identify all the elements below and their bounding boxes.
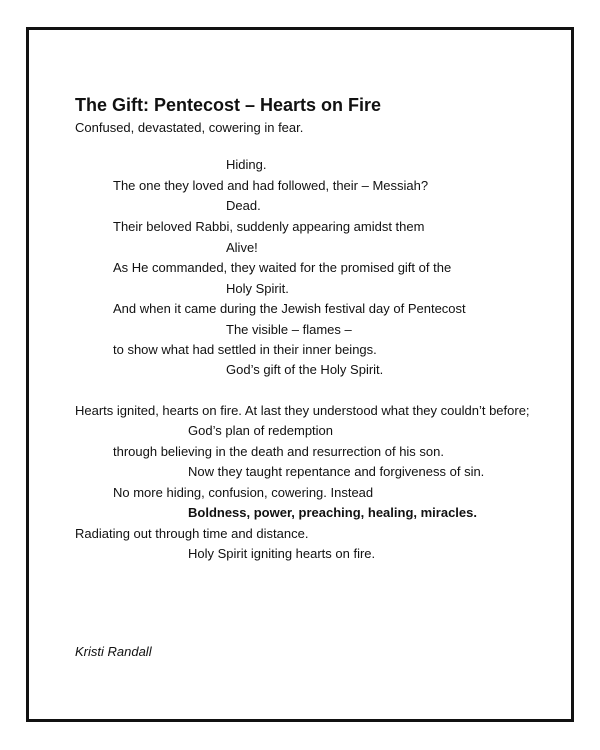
poem-line: through believing in the death and resurrection of his son. bbox=[113, 444, 444, 459]
poem-line: Their beloved Rabbi, suddenly appearing amidst them bbox=[113, 219, 425, 234]
poem-title: The Gift: Pentecost – Hearts on Fire bbox=[75, 95, 382, 115]
poem-line: Now they taught repentance and forgiveness of sin. bbox=[188, 464, 485, 479]
poem-line: And when it came during the Jewish festival day of Pentecost bbox=[113, 301, 466, 316]
author-name: Kristi Randall bbox=[75, 644, 152, 659]
poem-line: Hearts ignited, hearts on fire. At last they understood what they couldn’t before; bbox=[75, 403, 530, 418]
poem-line: Alive! bbox=[226, 240, 258, 255]
poem-line: Holy Spirit igniting hearts on fire. bbox=[188, 546, 376, 561]
poem-line: God’s plan of redemption bbox=[188, 423, 334, 438]
poem-line: Dead. bbox=[226, 198, 261, 213]
poem-line: Hiding. bbox=[226, 157, 267, 172]
poem-line: Radiating out through time and distance. bbox=[75, 526, 309, 541]
poem-line: The visible – flames – bbox=[226, 322, 352, 337]
poem-line: No more hiding, confusion, cowering. Instead bbox=[113, 485, 374, 500]
poem-line: As He commanded, they waited for the promised gift of the bbox=[113, 260, 452, 275]
poem-line-emphasis: Boldness, power, preaching, healing, miracles. bbox=[188, 505, 477, 520]
poem-line: God’s gift of the Holy Spirit. bbox=[226, 362, 384, 377]
poem-line: The one they loved and had followed, their – Messiah? bbox=[113, 178, 429, 193]
poem-line: to show what had settled in their inner beings. bbox=[113, 342, 377, 357]
poem-line: Holy Spirit. bbox=[226, 281, 289, 296]
poem-line: Confused, devastated, cowering in fear. bbox=[75, 120, 304, 135]
